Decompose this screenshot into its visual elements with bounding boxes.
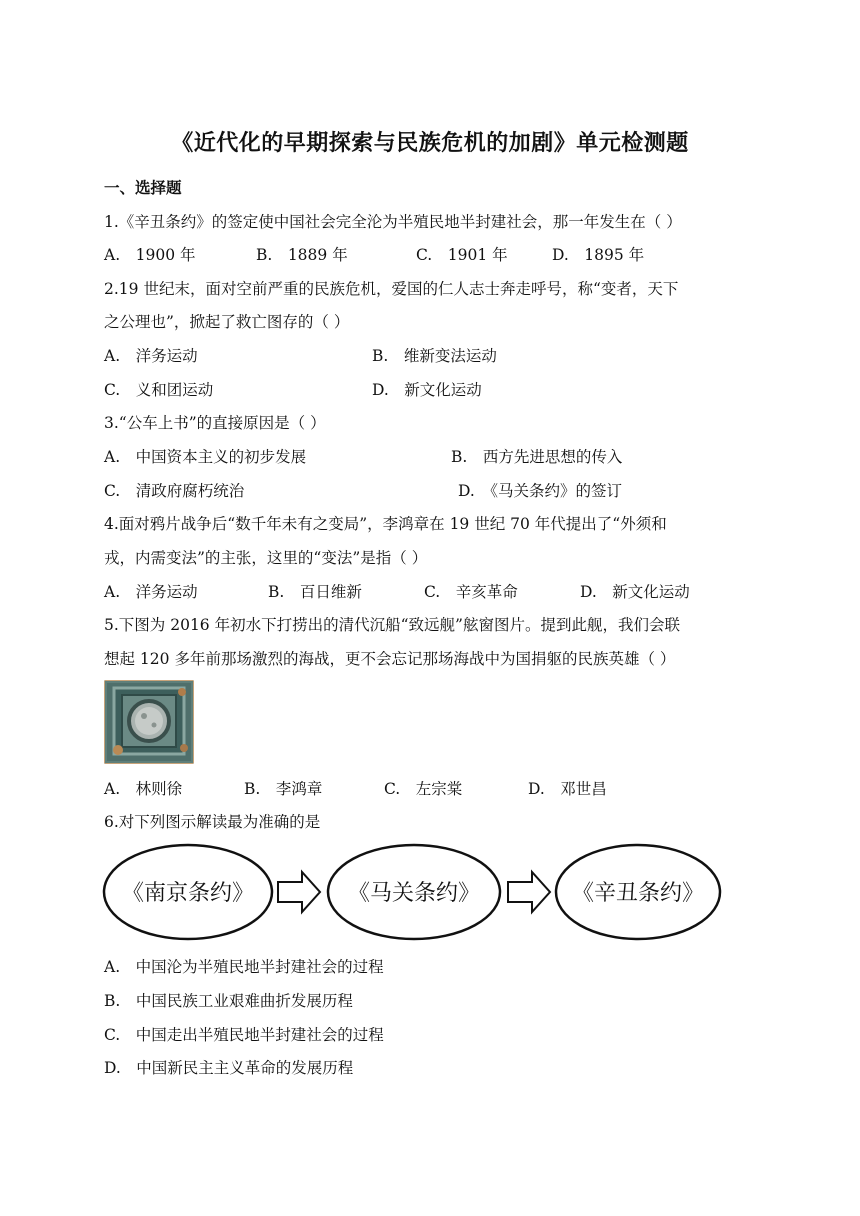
question-5-option-c[interactable]: C. 左宗棠 xyxy=(384,780,463,798)
question-6-stem: 6.对下列图示解读最为准确的是 xyxy=(104,813,321,831)
question-6-option-b[interactable]: B. 中国民族工业艰难曲折发展历程 xyxy=(104,992,353,1010)
arrow-right-icon xyxy=(278,872,320,912)
question-5-stem-line2: 想起 120 多年前那场激烈的海战，更不会忘记那场海战中为国捐躯的民族英雄（ ） xyxy=(104,650,676,668)
question-3-option-c[interactable]: C. 清政府腐朽统治 xyxy=(104,482,245,500)
question-2-option-a[interactable]: A. 洋务运动 xyxy=(104,347,198,365)
treaty-label-2: 《马关条约》 xyxy=(347,881,481,906)
question-1-option-d[interactable]: D. 1895 年 xyxy=(552,246,645,264)
question-2-stem-line1: 2.19 世纪末，面对空前严重的民族危机，爱国的仁人志士奔走呼号，称“变者，天下 xyxy=(104,280,679,298)
question-2-option-c[interactable]: C. 义和团运动 xyxy=(104,381,214,399)
question-4-option-c[interactable]: C. 辛亥革命 xyxy=(424,583,518,601)
question-3-stem: 3.“公车上书”的直接原因是（ ） xyxy=(104,414,326,432)
question-1-option-b[interactable]: B. 1889 年 xyxy=(256,246,348,264)
arrow-right-icon xyxy=(508,872,550,912)
question-4-option-b[interactable]: B. 百日维新 xyxy=(268,583,362,601)
question-6-option-d[interactable]: D. 中国新民主主义革命的发展历程 xyxy=(104,1059,354,1077)
question-1-stem: 1.《辛丑条约》的签定使中国社会完全沦为半殖民地半封建社会，那一年发生在（ ） xyxy=(104,213,682,231)
treaty-label-3: 《辛丑条约》 xyxy=(571,881,705,906)
question-4-option-d[interactable]: D. 新文化运动 xyxy=(580,583,690,601)
question-5-option-a[interactable]: A. 林则徐 xyxy=(104,780,183,798)
porthole-photo xyxy=(104,680,194,764)
question-2-option-d[interactable]: D. 新文化运动 xyxy=(372,381,482,399)
treaty-label-1: 《南京条约》 xyxy=(121,881,255,906)
question-5-option-b[interactable]: B. 李鸿章 xyxy=(244,780,323,798)
section-heading: 一、选择题 xyxy=(104,178,182,197)
question-4-option-a[interactable]: A. 洋务运动 xyxy=(104,583,198,601)
question-3-option-b[interactable]: B. 西方先进思想的传入 xyxy=(451,448,623,466)
porthole-image xyxy=(104,680,194,764)
question-4-stem-line2: 戎，内需变法”的主张，这里的“变法”是指（ ） xyxy=(104,549,428,567)
page-title: 《近代化的早期探索与民族危机的加剧》单元检测题 xyxy=(171,130,689,156)
question-1-option-a[interactable]: A. 1900 年 xyxy=(104,246,196,264)
question-3-option-d[interactable]: D. 《马关条约》的签订 xyxy=(458,482,623,500)
question-2-option-b[interactable]: B. 维新变法运动 xyxy=(372,347,497,365)
question-5-stem-line1: 5.下图为 2016 年初水下打捞出的清代沉船“致远舰”舷窗图片。提到此舰，我们会联 xyxy=(104,616,680,634)
question-6-option-c[interactable]: C. 中国走出半殖民地半封建社会的过程 xyxy=(104,1026,384,1044)
treaty-flow-diagram xyxy=(102,842,722,942)
question-6-option-a[interactable]: A. 中国沦为半殖民地半封建社会的过程 xyxy=(104,958,384,976)
question-1-option-c[interactable]: C. 1901 年 xyxy=(416,246,508,264)
question-4-stem-line1: 4.面对鸦片战争后“数千年未有之变局”，李鸿章在 19 世纪 70 年代提出了“外须和 xyxy=(104,515,667,533)
question-3-option-a[interactable]: A. 中国资本主义的初步发展 xyxy=(104,448,307,466)
question-2-stem-line2: 之公理也”，掀起了救亡图存的（ ） xyxy=(104,313,350,331)
question-5-option-d[interactable]: D. 邓世昌 xyxy=(528,780,607,798)
